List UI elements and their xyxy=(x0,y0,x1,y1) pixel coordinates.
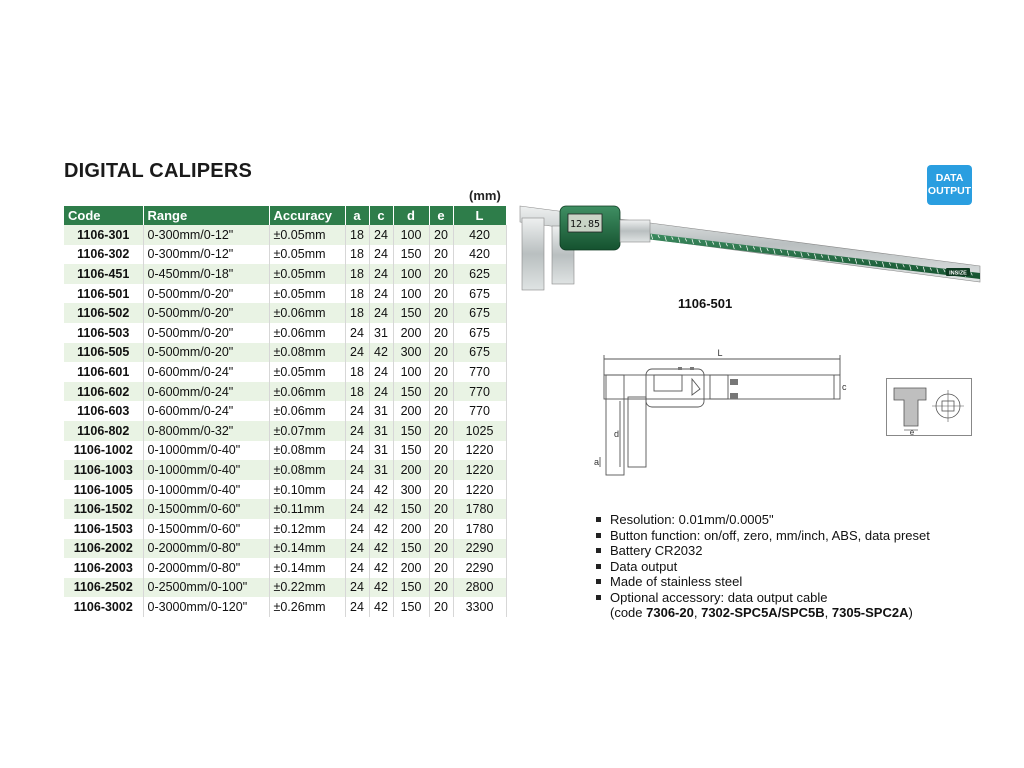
cell-l: 1025 xyxy=(453,421,506,441)
cell-range: 0-2000mm/0-80" xyxy=(143,539,269,559)
table-row xyxy=(64,578,506,598)
cell-e: 20 xyxy=(429,245,453,265)
cell-c: 42 xyxy=(369,480,393,500)
cell-d: 200 xyxy=(393,558,429,578)
cell-accuracy: ±0.05mm xyxy=(269,362,345,382)
cell-range: 0-600mm/0-24" xyxy=(143,401,269,421)
cell-d: 200 xyxy=(393,401,429,421)
dimension-label-e: e xyxy=(909,428,915,436)
page-title: DIGITAL CALIPERS xyxy=(64,160,253,182)
cell-accuracy: ±0.14mm xyxy=(269,539,345,559)
table-row xyxy=(64,284,506,304)
cell-a: 18 xyxy=(345,264,369,284)
cell-c: 42 xyxy=(369,519,393,539)
cell-c: 42 xyxy=(369,539,393,559)
cell-code: 1106-1002 xyxy=(64,441,143,461)
cell-a: 24 xyxy=(345,421,369,441)
table-row xyxy=(64,519,506,539)
cell-code: 1106-2003 xyxy=(64,558,143,578)
cell-e: 20 xyxy=(429,421,453,441)
cell-accuracy: ±0.08mm xyxy=(269,441,345,461)
cell-c: 31 xyxy=(369,441,393,461)
cell-accuracy: ±0.08mm xyxy=(269,460,345,480)
cell-code: 1106-302 xyxy=(64,245,143,265)
cell-accuracy: ±0.06mm xyxy=(269,323,345,343)
accessory-codes: (code 7306-20, 7302-SPC5A/SPC5B, 7305-SPC2A) xyxy=(610,605,913,620)
cell-accuracy: ±0.06mm xyxy=(269,401,345,421)
cell-code: 1106-601 xyxy=(64,362,143,382)
table-row xyxy=(64,264,506,284)
table-row xyxy=(64,382,506,402)
cell-accuracy: ±0.07mm xyxy=(269,421,345,441)
cell-e: 20 xyxy=(429,362,453,382)
cell-accuracy: ±0.06mm xyxy=(269,382,345,402)
cell-code: 1106-301 xyxy=(64,225,143,245)
cell-code: 1106-2502 xyxy=(64,578,143,598)
spec-table xyxy=(64,206,507,617)
cell-code: 1106-1502 xyxy=(64,499,143,519)
cell-c: 31 xyxy=(369,421,393,441)
cell-l: 1220 xyxy=(453,441,506,461)
cell-d: 100 xyxy=(393,225,429,245)
column-header-l: L xyxy=(453,206,506,225)
table-row xyxy=(64,362,506,382)
feature-item: Data output xyxy=(596,559,930,575)
cell-c: 42 xyxy=(369,578,393,598)
cell-l: 2290 xyxy=(453,539,506,559)
cell-range: 0-800mm/0-32" xyxy=(143,421,269,441)
cell-range: 0-1000mm/0-40" xyxy=(143,441,269,461)
cell-e: 20 xyxy=(429,539,453,559)
cell-code: 1106-1003 xyxy=(64,460,143,480)
cell-l: 1220 xyxy=(453,460,506,480)
cell-code: 1106-1005 xyxy=(64,480,143,500)
cell-a: 18 xyxy=(345,382,369,402)
cell-accuracy: ±0.22mm xyxy=(269,578,345,598)
slider-body xyxy=(620,220,650,242)
cell-l: 420 xyxy=(453,245,506,265)
cell-e: 20 xyxy=(429,558,453,578)
cell-accuracy: ±0.05mm xyxy=(269,225,345,245)
cell-c: 42 xyxy=(369,558,393,578)
cell-a: 24 xyxy=(345,499,369,519)
feature-item: Made of stainless steel xyxy=(596,574,930,590)
table-row xyxy=(64,225,506,245)
badge-line-1: DATA xyxy=(935,172,964,184)
cell-accuracy: ±0.12mm xyxy=(269,519,345,539)
cell-d: 150 xyxy=(393,382,429,402)
cell-e: 20 xyxy=(429,499,453,519)
cell-c: 24 xyxy=(369,382,393,402)
cell-c: 24 xyxy=(369,264,393,284)
cell-c: 24 xyxy=(369,284,393,304)
accessory-code-1: 7306-20 xyxy=(646,605,694,620)
cell-d: 200 xyxy=(393,519,429,539)
cell-accuracy: ±0.11mm xyxy=(269,499,345,519)
dimension-label-d: d xyxy=(614,429,620,439)
cell-d: 150 xyxy=(393,578,429,598)
lcd-reading: 12.85 xyxy=(569,219,601,230)
cell-range: 0-450mm/0-18" xyxy=(143,264,269,284)
caliper-photo xyxy=(510,200,990,296)
cell-code: 1106-501 xyxy=(64,284,143,304)
cell-d: 300 xyxy=(393,480,429,500)
cell-a: 24 xyxy=(345,323,369,343)
cell-l: 1780 xyxy=(453,499,506,519)
cell-e: 20 xyxy=(429,303,453,323)
cell-d: 300 xyxy=(393,343,429,363)
cell-e: 20 xyxy=(429,382,453,402)
cell-range: 0-2000mm/0-80" xyxy=(143,558,269,578)
cell-range: 0-600mm/0-24" xyxy=(143,362,269,382)
cell-c: 24 xyxy=(369,362,393,382)
cell-e: 20 xyxy=(429,225,453,245)
cell-code: 1106-503 xyxy=(64,323,143,343)
cell-c: 31 xyxy=(369,401,393,421)
cell-e: 20 xyxy=(429,343,453,363)
column-header-a: a xyxy=(345,206,369,225)
cell-a: 24 xyxy=(345,578,369,598)
cell-code: 1106-451 xyxy=(64,264,143,284)
badge-line-2: OUTPUT xyxy=(927,185,972,197)
cell-e: 20 xyxy=(429,264,453,284)
column-header-accuracy: Accuracy xyxy=(269,206,345,225)
cell-e: 20 xyxy=(429,460,453,480)
cell-d: 100 xyxy=(393,362,429,382)
dimension-label-a: a xyxy=(594,457,600,467)
accessory-code-2: 7302-SPC5A/SPC5B xyxy=(701,605,825,620)
cell-l: 770 xyxy=(453,382,506,402)
feature-list xyxy=(596,512,930,621)
cell-d: 200 xyxy=(393,323,429,343)
cell-c: 42 xyxy=(369,499,393,519)
cell-code: 1106-602 xyxy=(64,382,143,402)
table-row xyxy=(64,597,506,617)
table-row xyxy=(64,303,506,323)
cell-range: 0-500mm/0-20" xyxy=(143,343,269,363)
cell-range: 0-1000mm/0-40" xyxy=(143,460,269,480)
cell-a: 18 xyxy=(345,245,369,265)
feature-item: Button function: on/off, zero, mm/inch, ABS, data preset xyxy=(596,528,930,544)
cell-a: 24 xyxy=(345,480,369,500)
cell-a: 18 xyxy=(345,303,369,323)
table-row xyxy=(64,499,506,519)
cell-l: 675 xyxy=(453,303,506,323)
cell-e: 20 xyxy=(429,480,453,500)
cell-e: 20 xyxy=(429,519,453,539)
photo-caption: 1106-501 xyxy=(678,296,733,311)
cell-l: 770 xyxy=(453,362,506,382)
cell-d: 100 xyxy=(393,284,429,304)
dimension-label-c: c xyxy=(842,382,847,392)
cell-d: 150 xyxy=(393,597,429,617)
cell-accuracy: ±0.26mm xyxy=(269,597,345,617)
table-row xyxy=(64,539,506,559)
cell-accuracy: ±0.14mm xyxy=(269,558,345,578)
cell-e: 20 xyxy=(429,578,453,598)
cell-a: 18 xyxy=(345,284,369,304)
unit-label: (mm) xyxy=(469,188,501,203)
jaw-section-inset xyxy=(886,378,972,436)
cell-d: 150 xyxy=(393,303,429,323)
table-row xyxy=(64,441,506,461)
cell-e: 20 xyxy=(429,284,453,304)
cell-l: 2800 xyxy=(453,578,506,598)
table-row xyxy=(64,460,506,480)
cell-a: 24 xyxy=(345,343,369,363)
cell-accuracy: ±0.05mm xyxy=(269,264,345,284)
cell-a: 18 xyxy=(345,362,369,382)
cell-code: 1106-603 xyxy=(64,401,143,421)
cell-d: 100 xyxy=(393,264,429,284)
table-header-row xyxy=(64,206,506,225)
cell-e: 20 xyxy=(429,441,453,461)
cell-accuracy: ±0.05mm xyxy=(269,245,345,265)
cell-l: 2290 xyxy=(453,558,506,578)
cell-accuracy: ±0.05mm xyxy=(269,284,345,304)
cell-range: 0-500mm/0-20" xyxy=(143,284,269,304)
cell-d: 150 xyxy=(393,499,429,519)
cell-d: 150 xyxy=(393,245,429,265)
cell-c: 24 xyxy=(369,245,393,265)
feature-item: Battery CR2032 xyxy=(596,543,930,559)
brand-text: INSIZE xyxy=(949,270,967,277)
cell-code: 1106-505 xyxy=(64,343,143,363)
column-header-d: d xyxy=(393,206,429,225)
fixed-jaw xyxy=(522,218,544,290)
cell-d: 150 xyxy=(393,421,429,441)
cell-a: 24 xyxy=(345,460,369,480)
column-header-e: e xyxy=(429,206,453,225)
cell-e: 20 xyxy=(429,323,453,343)
cell-l: 770 xyxy=(453,401,506,421)
dimension-drawing xyxy=(592,345,854,480)
cell-a: 24 xyxy=(345,539,369,559)
cell-a: 24 xyxy=(345,519,369,539)
cell-code: 1106-502 xyxy=(64,303,143,323)
cell-l: 625 xyxy=(453,264,506,284)
cell-d: 150 xyxy=(393,441,429,461)
column-header-range: Range xyxy=(143,206,269,225)
cell-accuracy: ±0.08mm xyxy=(269,343,345,363)
cell-l: 1220 xyxy=(453,480,506,500)
feature-item: Optional accessory: data output cable xyxy=(596,590,930,606)
accessory-code-3: 7305-SPC2A xyxy=(831,605,909,620)
cell-c: 42 xyxy=(369,343,393,363)
cell-a: 18 xyxy=(345,225,369,245)
table-row xyxy=(64,323,506,343)
cell-l: 675 xyxy=(453,284,506,304)
cell-c: 31 xyxy=(369,460,393,480)
cell-accuracy: ±0.10mm xyxy=(269,480,345,500)
cell-e: 20 xyxy=(429,597,453,617)
column-header-code: Code xyxy=(64,206,143,225)
cell-range: 0-3000mm/0-120" xyxy=(143,597,269,617)
cell-a: 24 xyxy=(345,597,369,617)
table-row xyxy=(64,401,506,421)
feature-item: Resolution: 0.01mm/0.0005" xyxy=(596,512,930,528)
table-row xyxy=(64,558,506,578)
cell-range: 0-2500mm/0-100" xyxy=(143,578,269,598)
cell-l: 675 xyxy=(453,343,506,363)
cell-code: 1106-802 xyxy=(64,421,143,441)
cell-l: 675 xyxy=(453,323,506,343)
cell-range: 0-1500mm/0-60" xyxy=(143,499,269,519)
cell-l: 3300 xyxy=(453,597,506,617)
cell-c: 24 xyxy=(369,303,393,323)
cell-a: 24 xyxy=(345,441,369,461)
cell-range: 0-300mm/0-12" xyxy=(143,225,269,245)
table-row xyxy=(64,421,506,441)
cell-code: 1106-3002 xyxy=(64,597,143,617)
cell-c: 31 xyxy=(369,323,393,343)
cell-range: 0-1000mm/0-40" xyxy=(143,480,269,500)
table-row xyxy=(64,245,506,265)
cell-c: 24 xyxy=(369,225,393,245)
cell-a: 24 xyxy=(345,558,369,578)
cell-range: 0-600mm/0-24" xyxy=(143,382,269,402)
table-row xyxy=(64,343,506,363)
cell-e: 20 xyxy=(429,401,453,421)
cell-d: 150 xyxy=(393,539,429,559)
cell-l: 1780 xyxy=(453,519,506,539)
cell-range: 0-500mm/0-20" xyxy=(143,303,269,323)
dimension-label-l: L xyxy=(717,348,723,358)
column-header-c: c xyxy=(369,206,393,225)
cell-range: 0-300mm/0-12" xyxy=(143,245,269,265)
cell-d: 200 xyxy=(393,460,429,480)
data-output-badge xyxy=(927,165,972,205)
scale-stripe xyxy=(620,230,980,279)
table-row xyxy=(64,480,506,500)
cell-c: 42 xyxy=(369,597,393,617)
cell-code: 1106-1503 xyxy=(64,519,143,539)
cell-accuracy: ±0.06mm xyxy=(269,303,345,323)
cell-a: 24 xyxy=(345,401,369,421)
cell-range: 0-1500mm/0-60" xyxy=(143,519,269,539)
cell-range: 0-500mm/0-20" xyxy=(143,323,269,343)
cell-l: 420 xyxy=(453,225,506,245)
cell-code: 1106-2002 xyxy=(64,539,143,559)
